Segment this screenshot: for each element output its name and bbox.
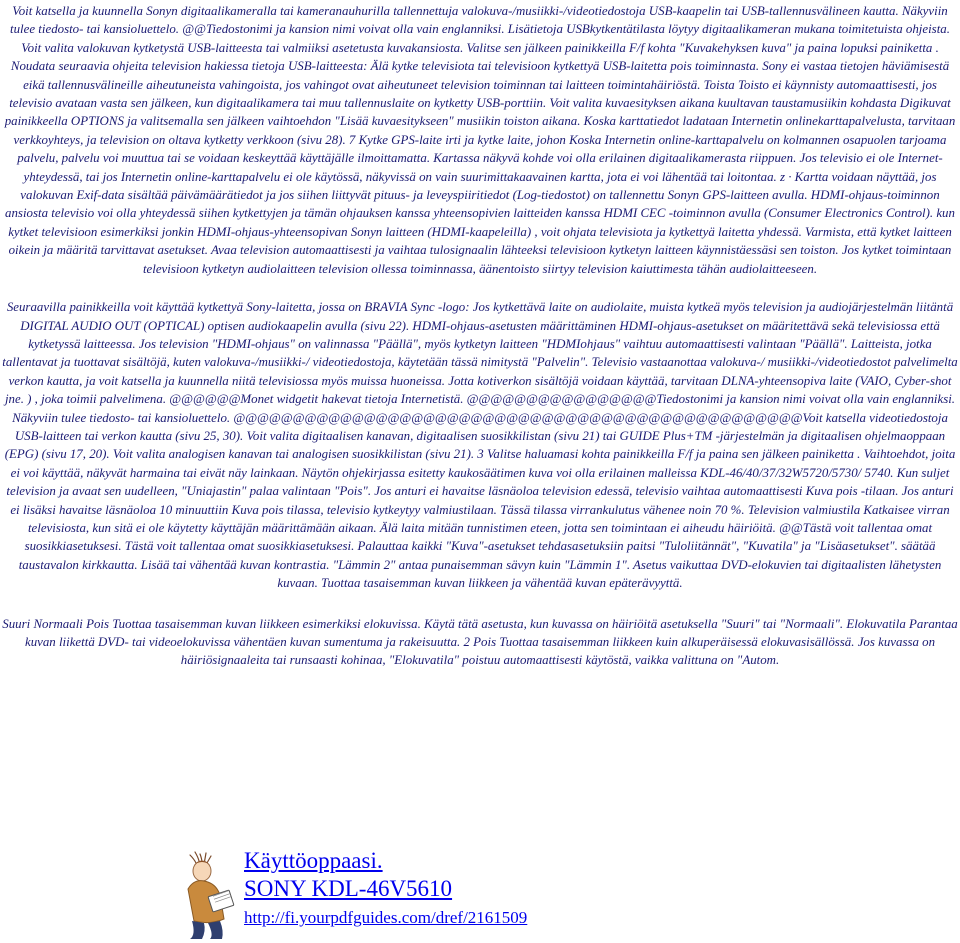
guide-title-link[interactable]: Käyttöoppaasi. [244, 848, 383, 873]
guide-footer [180, 843, 600, 943]
paragraph-spacer [2, 593, 958, 615]
paragraph-motion-settings: Suuri Normaali Pois Tuottaa tasaisemman kuvan liikkeen esimerkiksi elokuvissa. Käytä tätä asetusta, kun kuvassa on häiriöitä asetuksella "Suuri" tai "Normaali". Elokuvatila Parantaa kuvan liikettä DVD- tai videoelokuvissa vähentäen kuvan sumentuma ja rakeisuutta. 2 Pois Tuottaa tasaisemman liikkeen kuin alkuperäisessä elokuvasisällössä. Jos kuvassa on häiriösignaaleita tai runsaasti kohinaa, "Elokuvatila" poistuu automaattisesti käytöstä, vaikka valittuna on "Autom. [2, 616, 958, 668]
reading-person-icon [180, 849, 242, 941]
paragraph-spacer [2, 278, 958, 298]
paragraph-bravia-sync: Seuraavilla painikkeilla voit käyttää kytkettyä Sony-laitetta, jossa on BRAVIA Sync -logo: Jos kytkettävä laite on audiolaite, muista kytkeä myös television ja audiojärjestelmän liitäntä DIGITAL AUDIO OUT (OPTICAL) optisen audiokaapelin avulla (sivu 22). HDMI-ohjaus-asetusten määrittäminen HDMI-ohjaus-asetukset on määritettävä sekä televisiossa että kytketyssä laitteessa. Jos television "HDMI-ohjaus" on valinnassa "Päällä", myös kytketyn laitteen "HDMIohjaus" vaihtuu automaattisesti valintaan "Päällä". Laitteista, jotka tallentavat ja tuottavat sisältöjä, kuten valokuva-/musiikki-/ videotiedostoja, käytetään tässä nimitystä "Palvelin". Televisio vastaanottaa valokuva-/ musiikki-/videotiedostot palvelimelta verkon kautta, ja voit katsella ja kuunnella niitä televisiossa myös muissa huoneissa. Jotta kotiverkon sisältöjä voidaan käyttää, tarvitaan DLNA-yhteensopiva laite (VAIO, Cyber-shot jne. ) , joka toimii palvelimena. @@@@@@Monet widgetit hakevat tietoja Internetistä. @@@@@@@@@@@@@@@@Tiedostonimi ja kansion nimi voivat olla vain englanniksi. Näkyviin tulee tiedosto- tai kansioluettelo. @@@@@@@@@@@@@@@@@@@@@@@@@@@@@@@@@@@@@@@@@@@@@@@@Voit katsella videotiedostoja USB-laitteen tai verkon kautta (sivu 25, 30). Voit valita digitaalisen kanavan, digitaalisen suosikkilistan (sivu 21) tai GUIDE Plus+TM -järjestelmän ja digitaalisen ohjelmaoppaan (EPG) (sivu 17, 20). Voit valita analogisen kanavan tai analogisen suosikkilistan (sivu 21). 3 Valitse haluamasi kohta painikkeilla F/f ja paina sen jälkeen painiketta . Vaihtoehdot, joita ei voi käyttää, näkyvät harmaina tai eivät näy lainkaan. Näytön ohjekirjassa esitetty kaukosäätimen kuva voi olla erilainen malleissa KDL-46/40/37/32W5720/5730/ 5740. Kun suljet television ja avaat sen uudelleen, "Uniajastin" palaa valintaan "Pois". Jos anturi ei havaitse läsnäoloa television edessä, televisio vaihtaa automaattisesti Kuva pois -tilaan. Jos anturi ei lisäksi havaitse läsnäoloa 10 minuuttiin Kuva pois tilassa, televisio kytkeytyy valmiustilaan. Tässä tilassa virrankulutus vähenee noin 70 %. Television valmiustila Katkaisee virran televisiosta, kun sitä ei ole käytetty käyttäjän määrittämään aikaan. Älä laita mitään tunnistimen eteen, jotta sen toimintaan ei aiheudu häiriöitä. @@Tästä voit tallentaa omat suosikkiasetuksesi. Tästä voit tallentaa omat suosikkiasetuksesi. Palauttaa kaikki "Kuva"-asetukset tehdasasetuksiin paitsi "Tuloliitännät", "Kuvatila" ja "Lisäasetukset". säätää taustavalon kirkkautta. Lisää tai vähentää kuvan kontrastia. "Lämmin 2" antaa punaisemman sävyn kuin "Lämmin 1". Asetus vaikuttaa DVD-elokuvien tai digitaalisten lähetysten kuvaan. Tuottaa tasaisemman kuvan liikkeen ja vähentää kuvan epäterävyyttä. [2, 300, 958, 591]
model-name-link[interactable]: SONY KDL-46V5610 [244, 876, 453, 901]
document-body [0, 2, 960, 670]
footer-text-block [244, 847, 527, 930]
guide-url-link[interactable]: http://fi.yourpdfguides.com/dref/2161509 [244, 908, 528, 927]
paragraph-usb-playback: Voit katsella ja kuunnella Sonyn digitaalikameralla tai kameranauhurilla tallennettuja valokuva-/musiikki-/videotiedostoja USB-kaapelin tai USB-tallennusvälineen kautta. Näkyviin tulee tiedosto- tai kansioluettelo. @@Tiedostonimi ja kansion nimi voivat olla vain englanniksi. Lisätietoja USBkytkentätilasta löytyy digitaalikameran mukana toimitetuista ohjeista. Voit valita valokuvan kytketystä USB-laitteesta tai valmiiksi asetetusta kuvakansiosta. Valitse sen jälkeen painikkeilla F/f kohta "Kuvakehyksen kuva" ja paina lopuksi painiketta . Noudata seuraavia ohjeita television hakiessa tietoja USB-laitteesta: Älä kytke televisiota tai televisioon kytkettyä USB-laitetta pois toiminnasta. Sony ei vastaa tietojen häviämisestä eikä tallennusvälineille aiheutuneista vahingoista, jos vahingot ovat aiheutuneet television toiminnan tai laitteen toimintahäiriöstä. Toista Toisto ei käynnisty automaattisesti, jos televisio avataan vasta sen jälkeen, kun digitaalikamera tai muu tallennuslaite on kytketty USB-porttiin. Voit valita kuvaesityksen aikana kuultavan taustamusiikin kohdasta Digikuvat painikkeella OPTIONS ja valitsemalla sen jälkeen vaihtoehdon "Lisää kuvaesitykseen" musiikin toiston aikana. Koska karttatiedot ladataan Internetin onlinekarttapalvelusta, tarvitaan verkkoyhteys, ja television on oltava kytketty verkkoon (sivu 28). 7 Kytke GPS-laite irti ja kytke laite, johon Koska Internetin online-karttapalvelu on kolmannen osapuolen tarjoama palvelu, palvelu voi muuttua tai se voidaan keskeyttää käyttäjälle ilmoittamatta. Kartassa näkyvä kohde voi olla erilainen digitaalikamerasta riippuen. Jos televisio ei ole Internet-yhteydessä, tai jos Internetin online-karttapalvelu ei ole käytössä, näkyvissä on vain suurimittakaavainen kartta, jota ei voi lähentää tai loitontaa. z · Kartta voidaan näyttää, jos valokuvan Exif-data sisältää päivämäärätiedot ja jos siihen liittyvät pituus- ja leveyspiiritiedot (Log-tiedostot) on tallennettu Sonyn GPS-laitteen avulla. HDMI-ohjaus-toiminnon ansiosta televisio voi olla yhteydessä siihen kytkettyjen ja tämän ohjauksen kanssa yhteensopivien laitteiden kanssa HDMI CEC -toiminnon avulla (Consumer Electronics Control). kun kytket televisioon esimerkiksi jonkin HDMI-ohjaus-yhteensopivan Sonyn laitteen (HDMI-kaapeleilla) , voit ohjata televisiota ja kytkettyä laitetta yhdessä. Varmista, että kytket laitteen oikein ja määritä tarvittavat asetukset. Avaa television automaattisesti ja vaihtaa tulosignaalin lähteeksi televisioon kytketyn laitteen käynnistäessäsi sen toiston. Jos kytket toimintaan televisioon kytketyn audiolaitteen television ollessa toiminnassa, äänentoisto siirtyy television kaiuttimesta tähän audiolaitteeseen. [4, 4, 956, 276]
